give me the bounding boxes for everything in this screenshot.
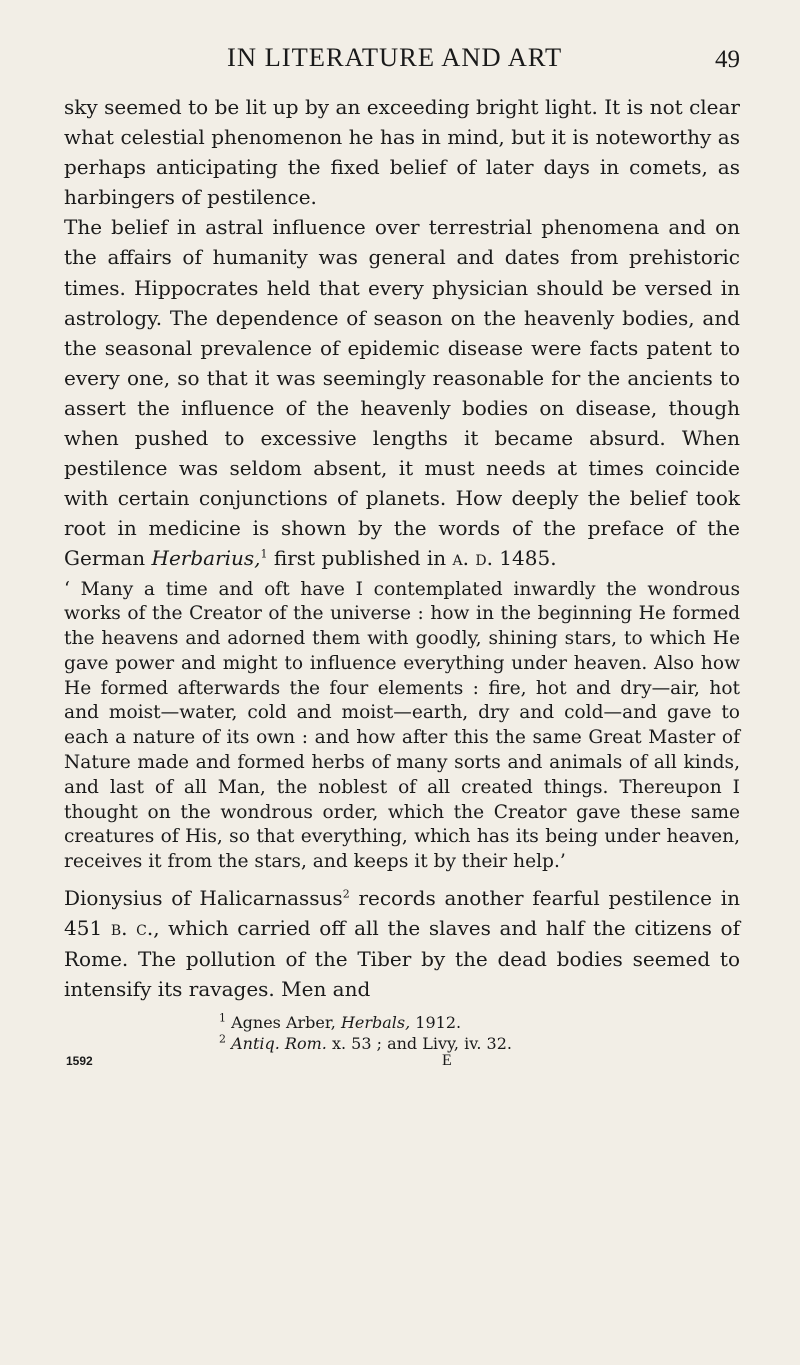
paragraph-2 [64,212,740,573]
footnote-1-text-b: 1912. [410,1013,462,1033]
book-page [64,42,740,1076]
paragraph-2-text-b: first published in [267,546,453,571]
block-quote [64,578,740,876]
era-ad: a. d. [452,546,493,571]
paragraph-2-text-c: 1485. [492,546,557,571]
paragraph-3-text-b: records another fearful pestilence in 451 [64,886,740,941]
footnote-2-mark: 2 [219,1032,226,1046]
paragraph-3 [64,883,740,1004]
paragraph-3-text-c: , which carried off all the slaves and half the citizens of Rome. The pollution of the Tiber by the dead bodies seemed to intensify its ravages. Men and [64,916,741,1001]
footnote-2 [219,1033,740,1054]
running-head [64,42,740,82]
quote-text: ‘ Many a time and oft have I contemplated inwardly the wondrous works of the Creator of the universe : how in the beginning He formed the heavens and adorned them with goodly, shining stars, to which He gave power and might to influence everything under heaven. Also how He formed afterwards the four elements : fire, hot and dry—air, hot and moist—water, cold and moist—earth, dry and cold—and gave to each a nature of its own : and how after this the same Great Master of Nature made and formed herbs of many sorts and animals of all kinds, and last of all Man, the noblest of all created things. Thereupon I thought on the wondrous order, which the Creator gave these same creatures of His, so that everything, which has its being under heaven, receives it from the stars, and keeps it by their help.’ [64,578,740,873]
footnote-2-text-b: x. 53 ; and Livy, iv. 32. [326,1034,512,1054]
page-number: 49 [715,46,740,73]
paragraph-1: sky seemed to be lit up by an exceeding bright light. It is not clear what celestial phenomenon he has in mind, but it is noteworthy as perhaps anticipating the fixed belief of later days in comets, as harbingers of pestilence. [64,95,740,210]
paragraph-2-text-a: The belief in astral influence over terrestrial phenomena and on the affairs of humanity was general and dates from prehistoric times. Hippocrates held that every physician should be versed in astrology. The dependence of season on the heavenly bodies, and the seasonal prevalence of epidemic disease were facts patent to every one, so that it was seemingly reasonable for the ancients to assert the influence of the heavenly bodies on disease, though when pushed to excessive lengths it became absurd. When pestilence was seldom absent, it must needs at times coincide with certain conjunctions of planets. How deeply the belief took root in medicine is shown by the words of the preface of the German [64,215,740,571]
sheet-letter: E [442,1052,452,1070]
footnote-ref-1: 1 [260,547,268,561]
body-text-continued [64,883,740,1004]
footnotes [64,1012,740,1054]
era-bc: b. c. [110,916,154,941]
running-title: IN LITERATURE AND ART [227,42,563,72]
footnote-1-text-a: Agnes Arber, [231,1013,341,1033]
footnote-1-mark: 1 [219,1011,226,1025]
footnote-ref-2: 2 [342,887,350,901]
footnote-2-italic: Antiq. Rom. [231,1034,327,1054]
herbarius-title: Herbarius, [151,546,261,571]
printer-mark: 1592 [66,1054,93,1069]
footnote-1 [219,1012,740,1033]
signature-line [64,1054,740,1076]
paragraph-3-text-a: Dionysius of Halicarnassus [64,886,343,911]
footnote-1-italic: Herbals, [340,1013,411,1033]
body-text [64,92,740,574]
